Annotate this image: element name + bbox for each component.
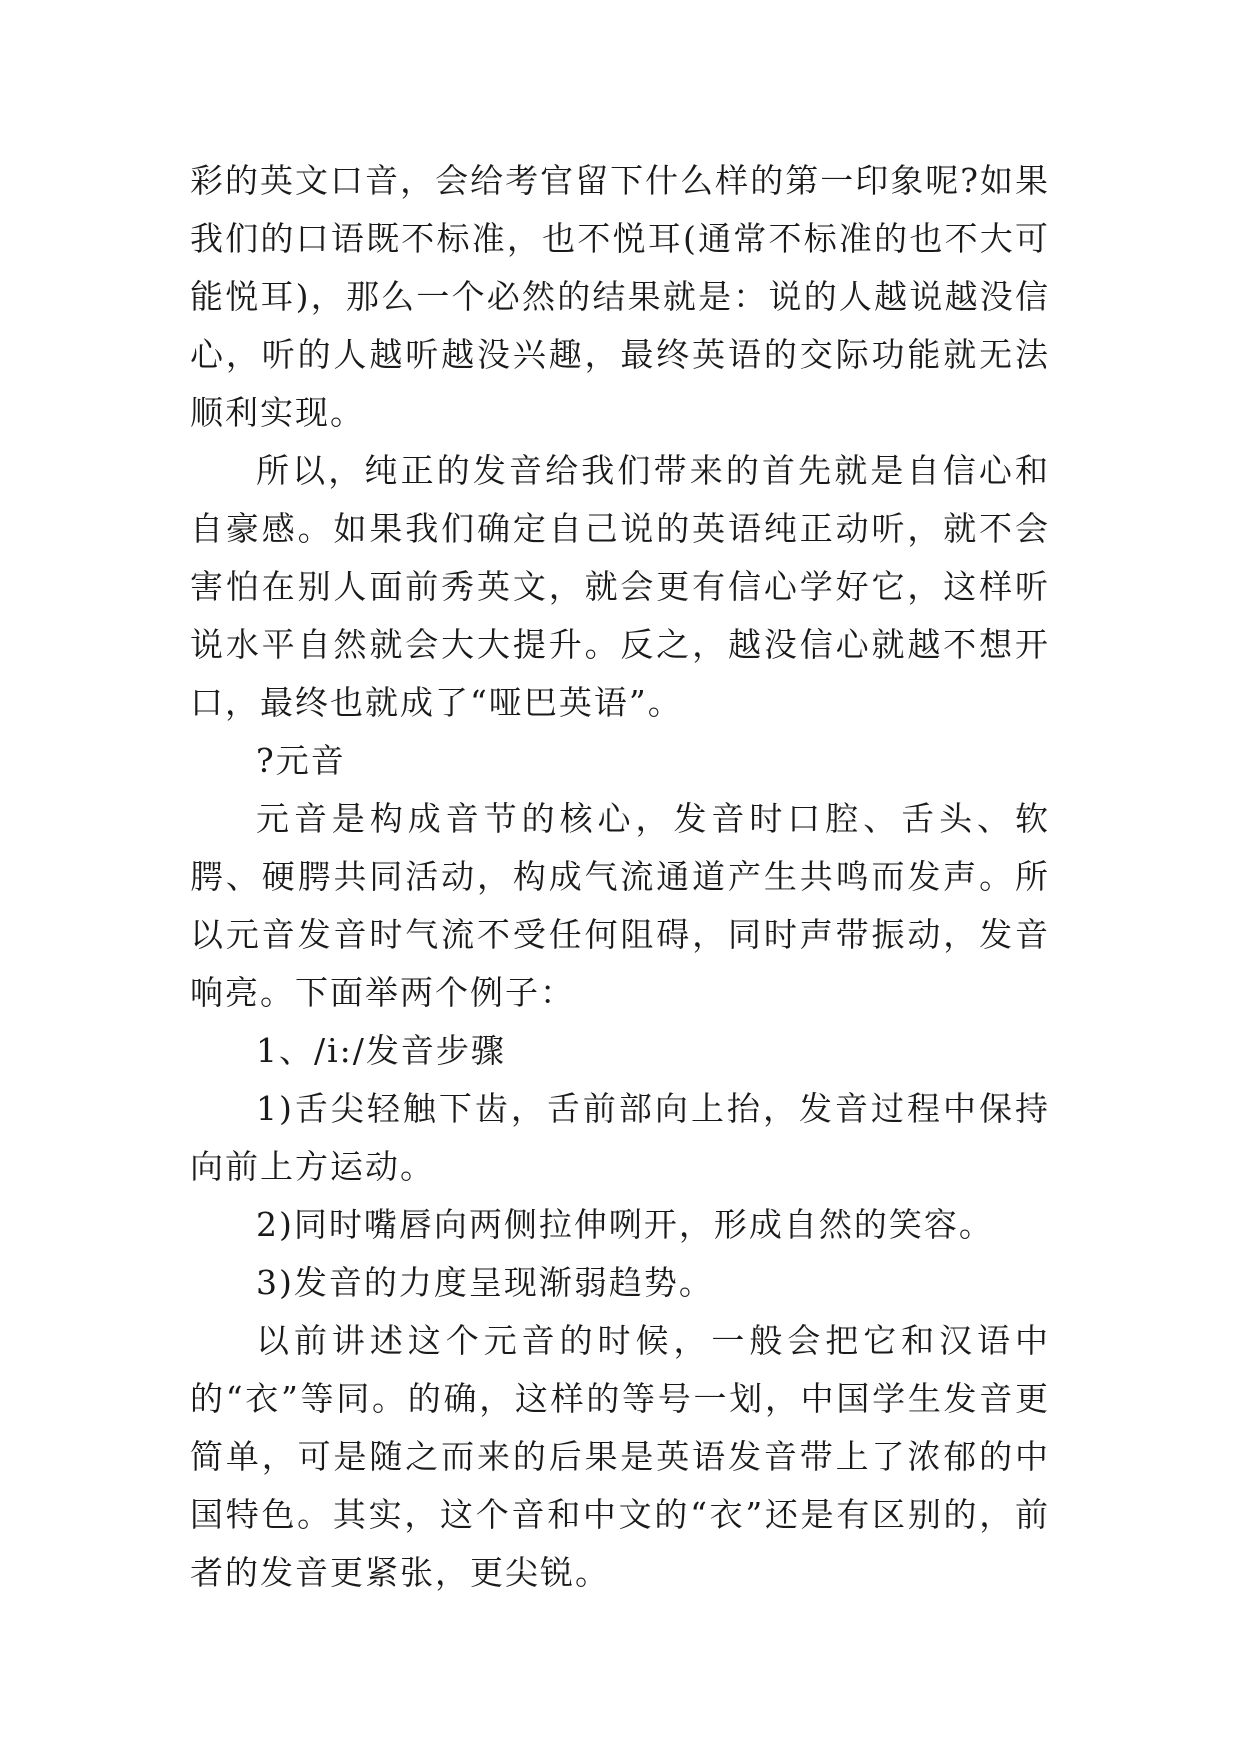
section-heading-vowels: ?元音 [256,741,346,780]
paragraph-first-impression: 彩的英文口音，会给考官留下什么样的第一印象呢?如果我们的口语既不标准，也不悦耳(通常不标准的也不大可能悦耳)，那么一个必然的结果就是：说的人越说越没信心，听的人越听越没兴趣，最终英语的交际功能就无法顺利实现。 [190,161,1050,432]
step-2: 2)同时嘴唇向两侧拉伸咧开，形成自然的笑容。 [256,1205,994,1244]
subheading-i-steps: 1、/i:/发音步骤 [256,1031,506,1070]
paragraph-comparison: 以前讲述这个元音的时候，一般会把它和汉语中的“衣”等同。的确，这样的等号一划，中国学生发音更简单，可是随之而来的后果是英语发音带上了浓郁的中国特色。其实，这个音和中文的“衣”还是有区别的，前者的发音更紧张，更尖锐。 [190,1321,1050,1592]
paragraph-vowel-definition: 元音是构成音节的核心，发音时口腔、舌头、软腭、硬腭共同活动，构成气流通道产生共鸣而发声。所以元音发音时气流不受任何阻碍，同时声带振动，发音响亮。下面举两个例子： [190,799,1050,1012]
document-body [190,152,1050,1602]
paragraph-confidence: 所以，纯正的发音给我们带来的首先就是自信心和自豪感。如果我们确定自己说的英语纯正动听，就不会害怕在别人面前秀英文，就会更有信心学好它，这样听说水平自然就会大大提升。反之，越没信心就越不想开口，最终也就成了“哑巴英语”。 [190,451,1050,722]
step-3: 3)发音的力度呈现渐弱趋势。 [256,1263,714,1302]
step-1: 1)舌尖轻触下齿，舌前部向上抬，发音过程中保持向前上方运动。 [190,1089,1050,1186]
